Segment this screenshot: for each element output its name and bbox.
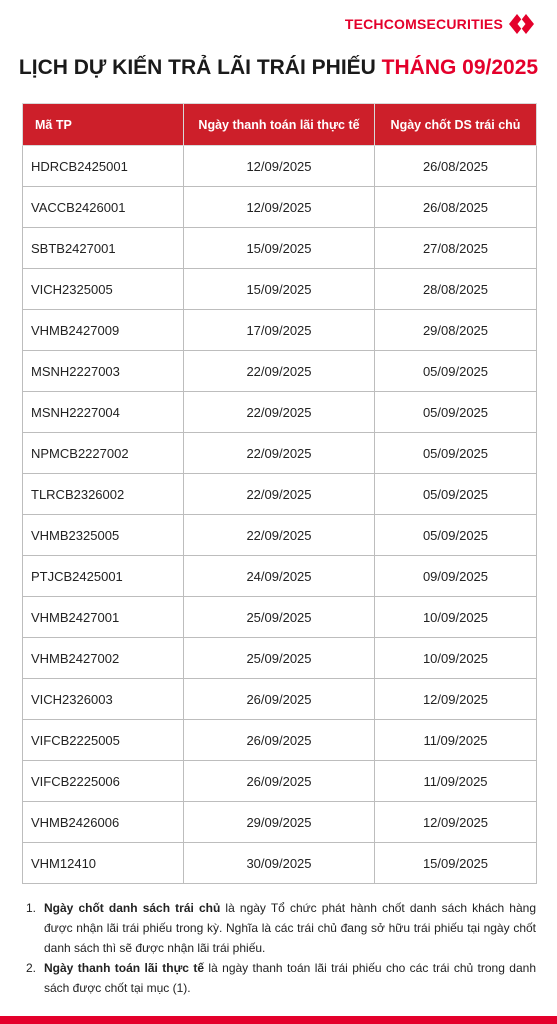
bond-code-cell: HDRCB2425001 bbox=[23, 146, 184, 187]
bond-code-cell: VIFCB2225006 bbox=[23, 761, 184, 802]
footnote-definition: là ngày thanh toán lãi trái phiếu cho các trái chủ trong danh sách được chốt tại mục (1). bbox=[44, 961, 536, 995]
bond-code-cell: VICH2326003 bbox=[23, 679, 184, 720]
bond-interest-table bbox=[22, 103, 537, 884]
table-row bbox=[23, 392, 537, 433]
techcom-logo-icon bbox=[509, 14, 535, 34]
table-row bbox=[23, 187, 537, 228]
record-date-cell: 05/09/2025 bbox=[375, 351, 537, 392]
table-row bbox=[23, 638, 537, 679]
bond-code-cell: NPMCB2227002 bbox=[23, 433, 184, 474]
record-date-cell: 11/09/2025 bbox=[375, 720, 537, 761]
record-date-cell: 11/09/2025 bbox=[375, 761, 537, 802]
bond-code-cell: VHMB2325005 bbox=[23, 515, 184, 556]
payment-date-cell: 24/09/2025 bbox=[184, 556, 375, 597]
record-date-cell: 27/08/2025 bbox=[375, 228, 537, 269]
payment-date-cell: 26/09/2025 bbox=[184, 720, 375, 761]
table-row bbox=[23, 515, 537, 556]
record-date-cell: 26/08/2025 bbox=[375, 187, 537, 228]
payment-date-cell: 26/09/2025 bbox=[184, 761, 375, 802]
payment-date-cell: 22/09/2025 bbox=[184, 515, 375, 556]
record-date-cell: 29/08/2025 bbox=[375, 310, 537, 351]
record-date-cell: 05/09/2025 bbox=[375, 474, 537, 515]
payment-date-cell: 25/09/2025 bbox=[184, 638, 375, 679]
record-date-cell: 12/09/2025 bbox=[375, 679, 537, 720]
table-row bbox=[23, 146, 537, 187]
page-title bbox=[0, 56, 557, 80]
record-date-cell: 15/09/2025 bbox=[375, 843, 537, 884]
record-date-cell: 05/09/2025 bbox=[375, 433, 537, 474]
table-row bbox=[23, 802, 537, 843]
brand-header bbox=[345, 14, 535, 34]
bond-code-cell: VACCB2426001 bbox=[23, 187, 184, 228]
record-date-cell: 05/09/2025 bbox=[375, 392, 537, 433]
payment-date-cell: 22/09/2025 bbox=[184, 392, 375, 433]
footnote-number: 2. bbox=[26, 961, 37, 975]
footnotes bbox=[26, 898, 536, 998]
bond-code-cell: TLRCB2326002 bbox=[23, 474, 184, 515]
payment-date-cell: 12/09/2025 bbox=[184, 146, 375, 187]
footnote-term: Ngày thanh toán lãi thực tế bbox=[44, 961, 205, 975]
payment-date-cell: 12/09/2025 bbox=[184, 187, 375, 228]
column-header-bond-code: Mã TP bbox=[23, 104, 184, 146]
bond-code-cell: PTJCB2425001 bbox=[23, 556, 184, 597]
bond-code-cell: VHM12410 bbox=[23, 843, 184, 884]
table-row bbox=[23, 597, 537, 638]
table-row bbox=[23, 474, 537, 515]
brand-name: TECHCOMSECURITIES bbox=[344, 16, 503, 32]
record-date-cell: 12/09/2025 bbox=[375, 802, 537, 843]
table-row bbox=[23, 556, 537, 597]
footnote-number: 1. bbox=[26, 901, 37, 915]
record-date-cell: 10/09/2025 bbox=[375, 597, 537, 638]
footnote-definition: là ngày Tổ chức phát hành chốt danh sách khách hàng được nhận lãi trái phiếu trong kỳ. Nghĩa là các trái chủ đang sở hữu trái phiếu tại ngày chốt danh sách thì sẽ được nhận lãi trái phiếu. bbox=[44, 901, 536, 955]
table-row bbox=[23, 433, 537, 474]
table-row bbox=[23, 269, 537, 310]
table-row bbox=[23, 310, 537, 351]
record-date-cell: 10/09/2025 bbox=[375, 638, 537, 679]
payment-date-cell: 15/09/2025 bbox=[184, 228, 375, 269]
column-header-payment-date: Ngày thanh toán lãi thực tế bbox=[184, 104, 375, 146]
payment-date-cell: 17/09/2025 bbox=[184, 310, 375, 351]
record-date-cell: 26/08/2025 bbox=[375, 146, 537, 187]
payment-date-cell: 22/09/2025 bbox=[184, 474, 375, 515]
footnote-text bbox=[44, 898, 536, 958]
footnote-term: Ngày chốt danh sách trái chủ bbox=[44, 901, 221, 915]
table-row bbox=[23, 761, 537, 802]
bond-code-cell: MSNH2227003 bbox=[23, 351, 184, 392]
bond-code-cell: VHMB2426006 bbox=[23, 802, 184, 843]
table-row bbox=[23, 351, 537, 392]
bond-code-cell: MSNH2227004 bbox=[23, 392, 184, 433]
payment-date-cell: 15/09/2025 bbox=[184, 269, 375, 310]
payment-date-cell: 30/09/2025 bbox=[184, 843, 375, 884]
bond-code-cell: VHMB2427002 bbox=[23, 638, 184, 679]
bond-code-cell: VHMB2427001 bbox=[23, 597, 184, 638]
footnote-item bbox=[26, 958, 536, 998]
table-row bbox=[23, 228, 537, 269]
bond-code-cell: VICH2325005 bbox=[23, 269, 184, 310]
footnote-text bbox=[44, 958, 536, 998]
bond-code-cell: SBTB2427001 bbox=[23, 228, 184, 269]
payment-date-cell: 22/09/2025 bbox=[184, 433, 375, 474]
table-header-row bbox=[23, 104, 537, 146]
record-date-cell: 05/09/2025 bbox=[375, 515, 537, 556]
table-row bbox=[23, 679, 537, 720]
table-row bbox=[23, 720, 537, 761]
bottom-accent-bar bbox=[0, 1016, 557, 1024]
payment-date-cell: 25/09/2025 bbox=[184, 597, 375, 638]
payment-date-cell: 22/09/2025 bbox=[184, 351, 375, 392]
table-row bbox=[23, 843, 537, 884]
record-date-cell: 09/09/2025 bbox=[375, 556, 537, 597]
footnote-item bbox=[26, 898, 536, 958]
title-highlight: THÁNG 09/2025 bbox=[381, 56, 539, 79]
column-header-record-date: Ngày chốt DS trái chủ bbox=[375, 104, 537, 146]
bond-code-cell: VHMB2427009 bbox=[23, 310, 184, 351]
payment-date-cell: 26/09/2025 bbox=[184, 679, 375, 720]
payment-date-cell: 29/09/2025 bbox=[184, 802, 375, 843]
title-main: LỊCH DỰ KIẾN TRẢ LÃI TRÁI PHIẾU bbox=[18, 56, 382, 79]
bond-code-cell: VIFCB2225005 bbox=[23, 720, 184, 761]
record-date-cell: 28/08/2025 bbox=[375, 269, 537, 310]
